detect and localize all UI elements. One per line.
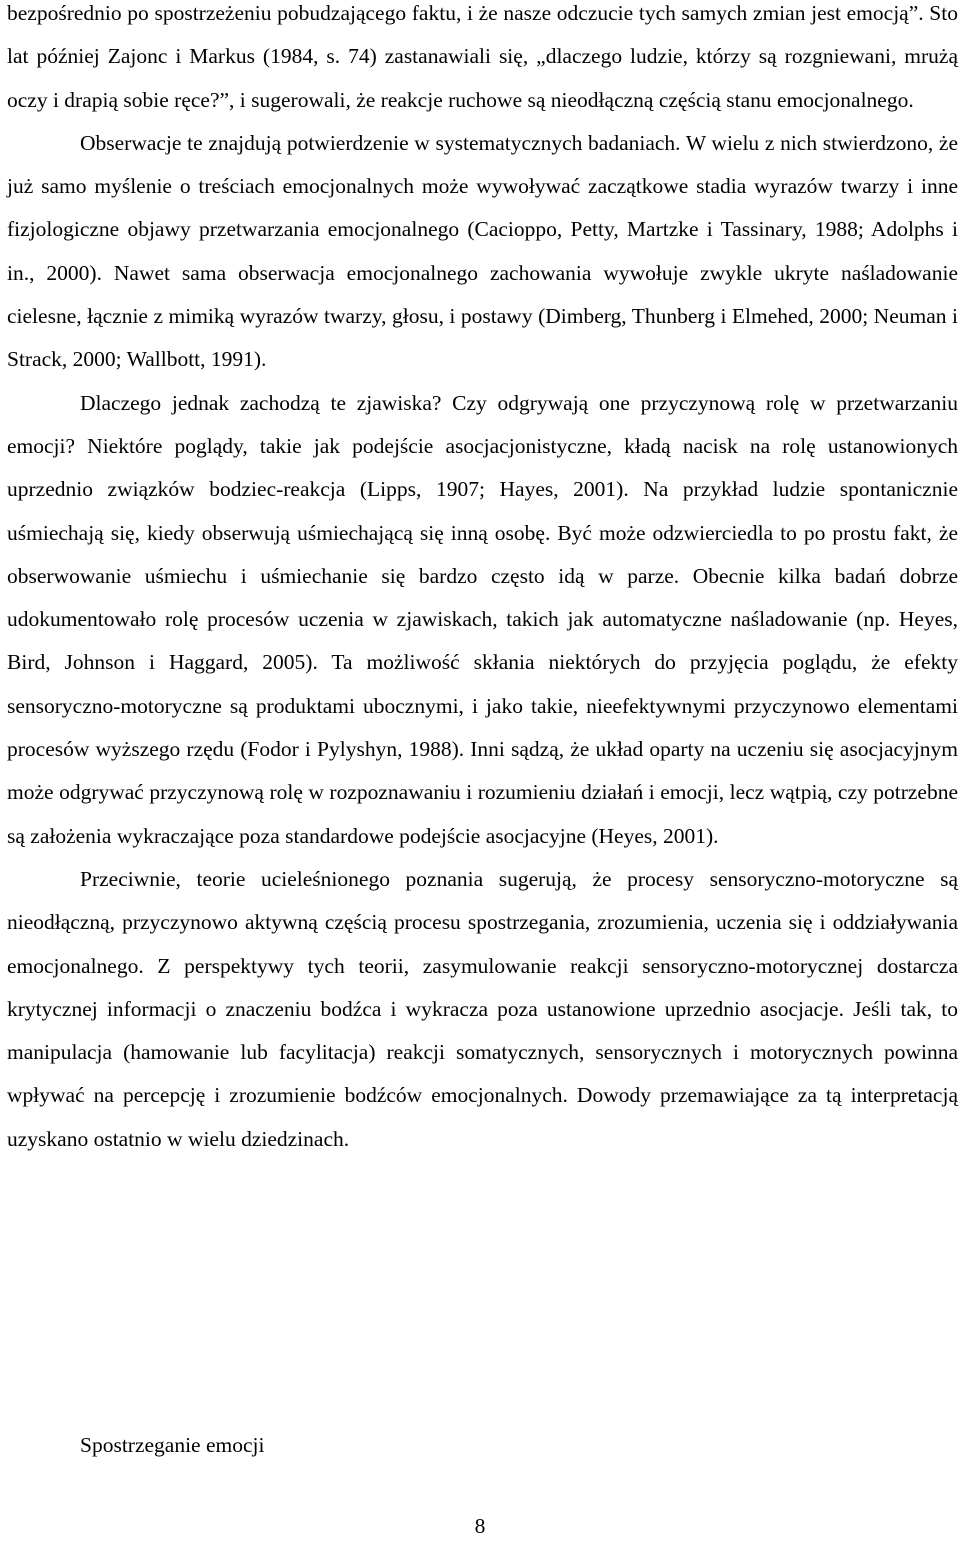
- section-heading: Spostrzeganie emocji: [80, 1433, 265, 1457]
- paragraph-continuation: bezpośrednio po spostrzeżeniu pobudzającego faktu, i że nasze odczucie tych samych zmian jest emocją”. Sto lat później Zajonc i Markus (1984, s. 74) zastanawiali się, „dlaczego ludzie, którzy są rozgniewani, mrużą oczy i drapią sobie ręce?”, i sugerowali, że reakcje ruchowe są nieodłączną częścią stanu emocjonalnego.: [7, 1, 958, 112]
- paragraph-observations: Obserwacje te znajdują potwierdzenie w systematycznych badaniach. W wielu z nich stwierdzono, że już samo myślenie o treściach emocjonalnych może wywoływać zaczątkowe stadia wyrazów twarzy i inne fizjologiczne objawy przetwarzania emocjonalnego (Cacioppo, Petty, Martzke i Tassinary, 1988; Adolphs i in., 2000). Nawet sama obserwacja emocjonalnego zachowania wywołuje zwykle ukryte naśladowanie cielesne, łącznie z mimiką wyrazów twarzy, głosu, i postawy (Dimberg, Thunberg i Elmehed, 2000; Neuman i Strack, 2000; Wallbott, 1991).: [7, 130, 958, 372]
- body-text: [7, 0, 958, 1161]
- paragraph-why: Dlaczego jednak zachodzą te zjawiska? Czy odgrywają one przyczynową rolę w przetwarzaniu emocji? Niektóre poglądy, takie jak podejście asocjacjonistyczne, kładą nacisk na rolę ustanowionych uprzednio związków bodziec-reakcja (Lipps, 1907; Hayes, 2001). Na przykład ludzie spontanicznie uśmiechają się, kiedy obserwują uśmiechającą się inną osobę. Być może odzwierciedla to po prostu fakt, że obserwowanie uśmiechu i uśmiechanie się bardzo często idą w parze. Obecnie kilka badań dobrze udokumentowało rolę procesów uczenia w zjawiskach, takich jak automatyczne naśladowanie (np. Heyes, Bird, Johnson i Haggard, 2005). Ta możliwość skłania niektórych do przyjęcia poglądu, że efekty sensoryczno-motoryczne są produktami ubocznymi, i jako takie, nieefektywnymi przyczynowo elementami procesów wyższego rzędu (Fodor i Pylyshyn, 1988). Inni sądzą, że układ oparty na uczeniu się asocjacyjnym może odgrywać przyczynową rolę w rozpoznawaniu i rozumieniu działań i emocji, lecz wątpią, czy potrzebne są założenia wykraczające poza standardowe podejście asocjacyjne (Heyes, 2001).: [7, 390, 958, 848]
- page-number: 8: [474, 1514, 486, 1538]
- paragraph-embodied-cognition: Przeciwnie, teorie ucieleśnionego poznania sugerują, że procesy sensoryczno-motoryczne są nieodłączną, przyczynowo aktywną częścią procesu spostrzegania, zrozumienia, uczenia się i oddziaływania emocjonalnego. Z perspektywy tych teorii, zasymulowanie reakcji sensoryczno-motorycznej dostarcza krytycznej informacji o znaczeniu bodźca i wykracza poza ustanowione uprzednio asocjacje. Jeśli tak, to manipulacja (hamowanie lub facylitacja) reakcji somatycznych, sensorycznych i motorycznych powinna wpływać na percepcję i zrozumienie bodźców emocjonalnych. Dowody przemawiające za tą interpretacją uzyskano ostatnio w wielu dziedzinach.: [7, 866, 958, 1151]
